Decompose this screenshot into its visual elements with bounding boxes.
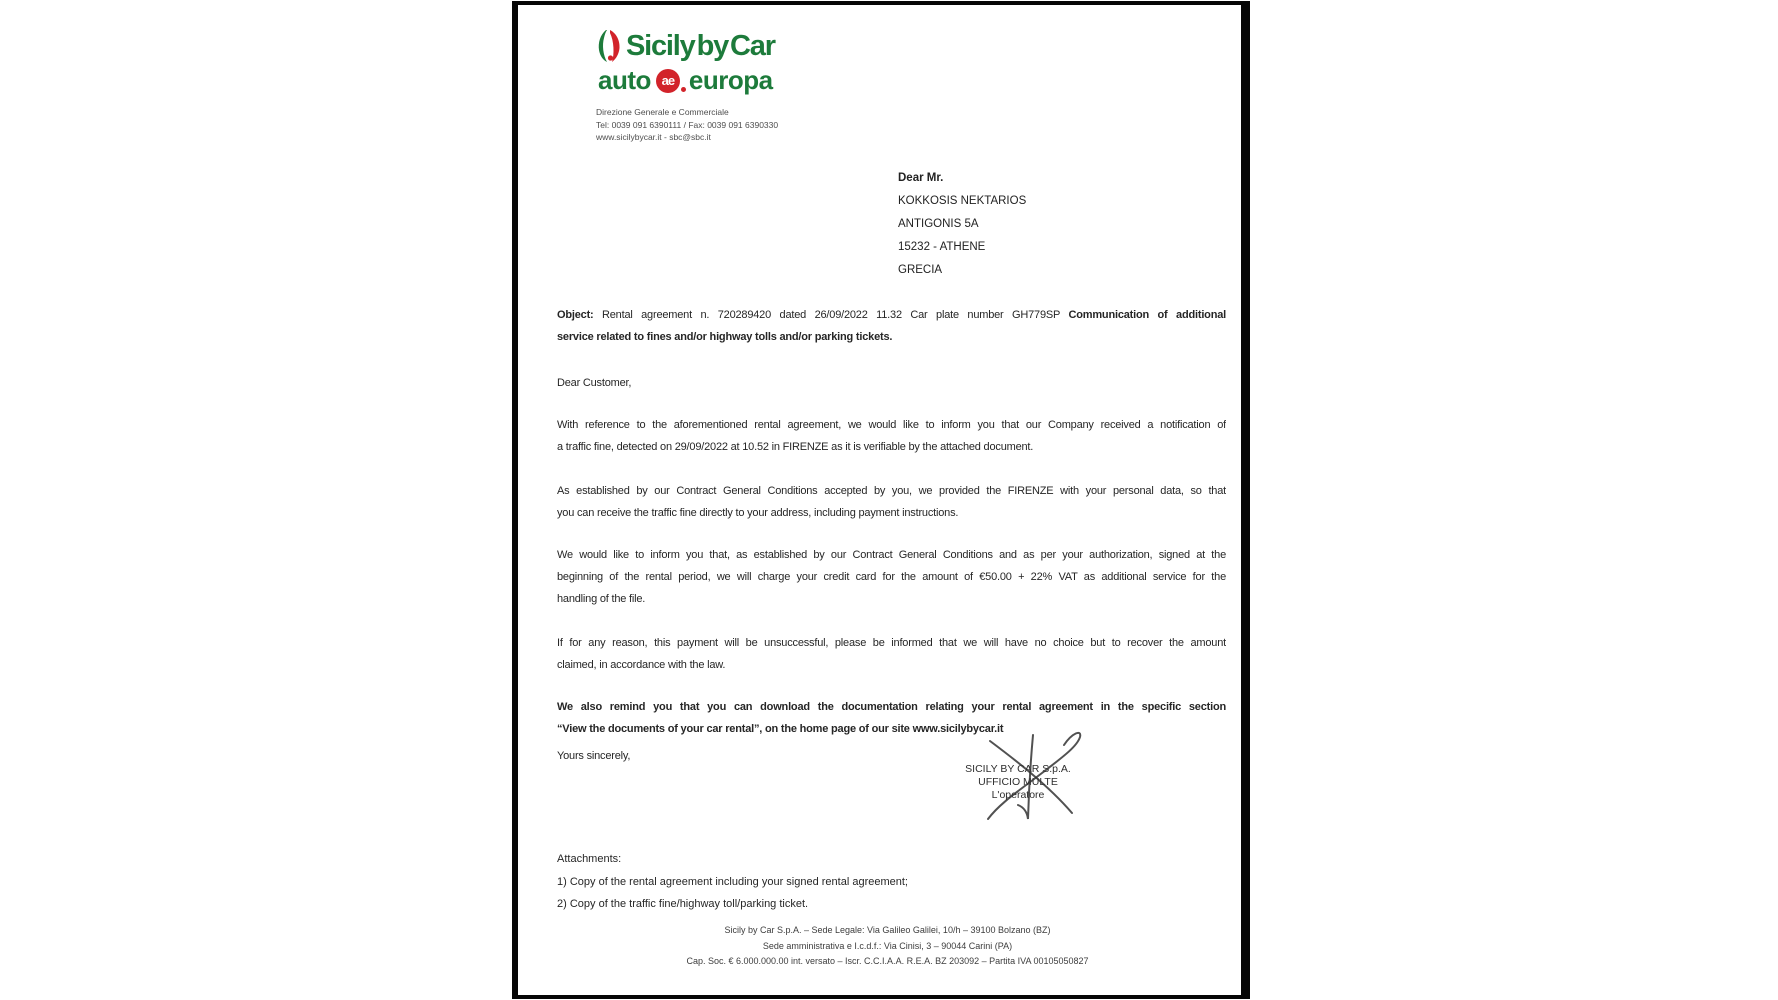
recipient-address-block — [898, 167, 1026, 282]
logo-word-europa: europa — [688, 65, 773, 95]
sicilybycar-cherry-icon — [596, 29, 622, 63]
recipient-name: KOKKOSIS NEKTARIOS — [898, 195, 1027, 207]
signature-company: SICILY BY CAR S.p.A. — [965, 763, 1071, 775]
paragraph-download-reminder — [557, 696, 1226, 740]
letter-page — [512, 1, 1250, 999]
recipient-city: 15232 - ATHENE — [898, 241, 986, 253]
logo-red-dot-icon — [681, 87, 686, 92]
logo-word-sicily: Sicily — [626, 29, 695, 62]
closing — [557, 745, 1226, 767]
paragraph-line: We also remind you that you can download the documentation relating your rental agreement in the specific section — [557, 701, 1226, 713]
object-line-1 — [557, 304, 1226, 326]
footer-registration: Cap. Soc. € 6.000.000.00 int. versato – Iscr. C.C.I.A.A. R.E.A. BZ 203092 – Partita IVA 00105050827 — [686, 956, 1089, 966]
paragraph-line: beginning of the rental period, we will charge your credit card for the amount of €50.00 + 22% VAT as additional service for the — [557, 571, 1226, 583]
recipient-salutation: Dear Mr. — [898, 172, 944, 184]
company-footer — [518, 923, 1241, 970]
paragraph-line: With reference to the aforementioned rental agreement, we would like to inform you that our Company received a notification of — [557, 419, 1226, 431]
logo-title-row — [596, 29, 778, 63]
object-paragraph — [557, 304, 1226, 348]
signature-office: UFFICIO MULTE — [978, 776, 1058, 788]
recipient-street: ANTIGONIS 5A — [898, 218, 979, 230]
company-logo — [596, 29, 778, 144]
paragraph-line: “View the documents of your car rental”, on the home page of our site www.sicilybycar.it — [557, 723, 1004, 735]
object-line-2: service related to fines and/or highway tolls and/or parking tickets. — [557, 331, 893, 343]
closing-line: Yours sincerely, — [557, 750, 631, 762]
attachments-heading: Attachments: — [557, 853, 622, 865]
greeting-line: Dear Customer, — [557, 377, 632, 389]
logo-word-car: Car — [730, 29, 775, 62]
letterhead-department: Direzione Generale e Commerciale — [596, 107, 729, 117]
greeting — [557, 372, 1226, 394]
paragraph-personal-data — [557, 480, 1226, 524]
footer-admin-address: Sede amministrativa e I.c.d.f.: Via Cinisi, 3 – 90044 Carini (PA) — [762, 940, 1013, 951]
signature-block — [938, 763, 1098, 802]
logo-subtitle-row — [598, 65, 778, 96]
paragraph-payment-unsuccessful — [557, 632, 1226, 676]
attachment-item: 2) Copy of the traffic fine/highway toll/parking ticket. — [557, 898, 809, 910]
paragraph-line: claimed, in accordance with the law. — [557, 659, 726, 671]
attachment-item: 1) Copy of the rental agreement including your signed rental agreement; — [557, 875, 908, 888]
attachments-block — [557, 848, 908, 916]
paragraph-line: As established by our Contract General Conditions accepted by you, we provided the FIRENZE with your personal data, so that — [557, 485, 1226, 497]
paragraph-line: you can receive the traffic fine directly to your address, including payment instructions. — [557, 507, 959, 519]
logo-word-auto: auto — [598, 65, 651, 95]
object-label: Object: — [557, 309, 594, 321]
letterhead-small-print — [596, 106, 778, 144]
paragraph-line: handling of the file. — [557, 593, 646, 605]
object-reference-text: Rental agreement n. 720289420 dated 26/09/2022 11.32 Car plate number GH779SP — [593, 309, 1069, 321]
paragraph-line: If for any reason, this payment will be unsuccessful, please be informed that we will have no choice but to recover the amount — [557, 637, 1226, 649]
footer-legal-address: Sicily by Car S.p.A. – Sede Legale: Via Galileo Galilei, 10/h – 39100 Bolzano (BZ) — [724, 925, 1051, 935]
paragraph-line: We would like to inform you that, as established by our Contract General Conditions and as per your authorization, signed at the — [557, 549, 1226, 561]
letterhead-website: www.sicilybycar.it - sbc@sbc.it — [596, 132, 711, 142]
paragraph-line: a traffic fine, detected on 29/09/2022 at 10.52 in FIRENZE as it is verifiable by the attached document. — [557, 441, 1034, 453]
object-bold-start: Communication of additional — [1068, 309, 1226, 321]
auto-europa-ae-badge-icon: ae — [656, 69, 680, 93]
logo-word-by: by — [696, 29, 729, 62]
letterhead-phone-fax: Tel: 0039 091 6390111 / Fax: 0039 091 6390330 — [596, 119, 779, 130]
logo-title — [626, 30, 777, 63]
signature-role: L'operatore — [991, 789, 1045, 801]
paragraph-charge-notice — [557, 544, 1226, 610]
recipient-country: GRECIA — [898, 264, 943, 276]
paragraph-traffic-fine-notice — [557, 414, 1226, 458]
